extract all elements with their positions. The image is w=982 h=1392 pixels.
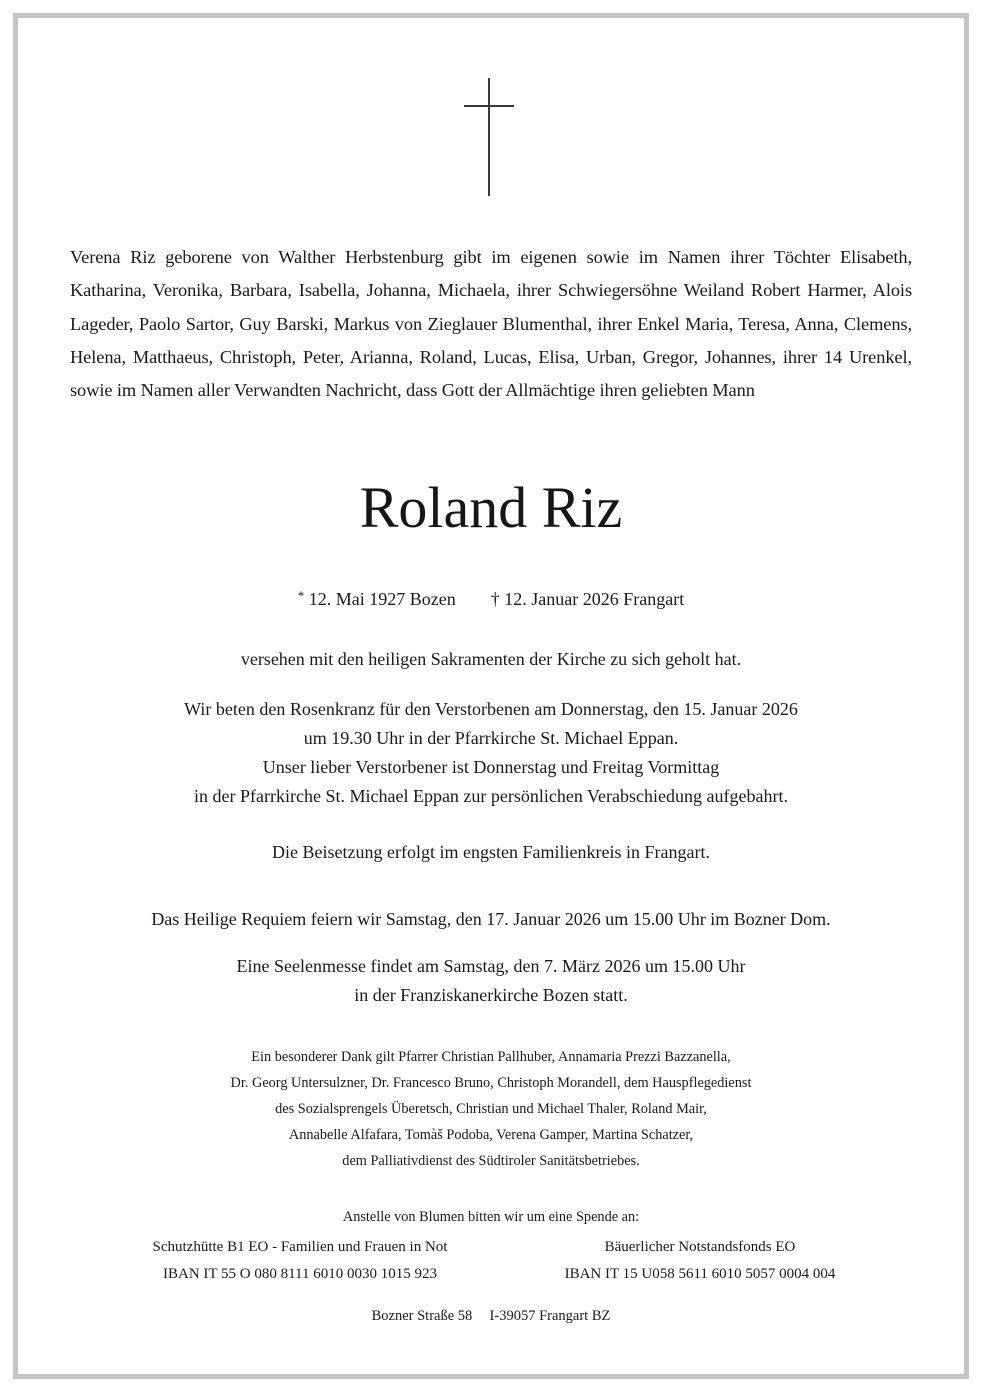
life-dates <box>0 582 982 613</box>
donation-right <box>500 1234 900 1288</box>
rosary-line: Unser lieber Verstorbener ist Donnerstag und Freitag Vormittag <box>262 757 720 777</box>
rosary-line: um 19.30 Uhr in der Pfarrkirche St. Michael Eppan. <box>303 728 679 748</box>
thanks-line: Dr. Georg Untersulzner, Dr. Francesco Bruno, Christoph Morandell, dem Hauspflegedienst <box>230 1075 752 1091</box>
death-cross-icon: † <box>490 589 500 609</box>
address-city: I-39057 Frangart BZ <box>489 1308 611 1324</box>
sacraments-line <box>0 645 982 674</box>
death-date: 12. Januar 2026 Frangart <box>504 589 685 609</box>
thanks-line: dem Palliativdienst des Südtiroler Sanitätsbetriebes. <box>342 1153 640 1169</box>
rosary-line: in der Pfarrkirche St. Michael Eppan zur persönlichen Verabschiedung aufgebahrt. <box>194 786 788 806</box>
burial-text: Die Beisetzung erfolgt im engsten Familienkreis in Frangart. <box>272 842 710 862</box>
thanks-line: des Sozialsprengels Überetsch, Christian und Michael Thaler, Roland Mair, <box>275 1101 707 1117</box>
memorial-line: in der Franziskanerkirche Bozen statt. <box>354 985 628 1005</box>
thanks-line: Ein besonderer Dank gilt Pfarrer Christian Pallhuber, Annamaria Prezzi Bazzanella, <box>251 1049 731 1065</box>
cross-horizontal-bar <box>464 105 514 107</box>
burial-line <box>0 838 982 867</box>
donation-iban: IBAN IT 55 O 080 8111 6010 0030 1015 923 <box>162 1266 438 1282</box>
rosary-block <box>0 695 982 811</box>
requiem-text: Das Heilige Requiem feiern wir Samstag, den 17. Januar 2026 um 15.00 Uhr im Bozner Dom. <box>151 909 831 929</box>
donation-left <box>110 1234 490 1288</box>
deceased-name: Roland Riz <box>359 475 623 540</box>
address-street: Bozner Straße 58 <box>371 1308 473 1324</box>
thanks-block <box>0 1044 982 1174</box>
donation-intro <box>0 1204 982 1230</box>
birth-date: 12. Mai 1927 Bozen <box>308 589 456 609</box>
cross-vertical-bar <box>488 78 490 196</box>
cross-icon <box>462 78 516 196</box>
donation-name: Bäuerlicher Notstandsfonds EO <box>604 1239 796 1255</box>
memorial-line: Eine Seelenmesse findet am Samstag, den 7. März 2026 um 15.00 Uhr <box>236 956 746 976</box>
rosary-line: Wir beten den Rosenkranz für den Verstorbenen am Donnerstag, den 15. Januar 2026 <box>184 699 798 719</box>
donation-intro-text: Anstelle von Blumen bitten wir um eine Spende an: <box>342 1209 640 1225</box>
donation-name: Schutzhütte B1 EO - Familien und Frauen in Not <box>152 1239 448 1255</box>
intro-paragraph <box>70 241 912 407</box>
donation-iban: IBAN IT 15 U058 5611 6010 5057 0004 004 <box>564 1266 836 1282</box>
requiem-line <box>0 905 982 934</box>
memorial-block <box>0 952 982 1010</box>
intro-text: Verena Riz geborene von Walther Herbstenburg gibt im eigenen sowie im Namen ihrer Töchter Elisabeth, Katharina, Veronika, Barbara, Isabella, Johanna, Michaela, ihrer Schwiegersöhne Weiland Robert Harmer, Alois Lageder, Paolo Sartor, Guy Barski, Markus von Zieglauer Blumenthal, ihrer Enkel Maria, Teresa, Anna, Clemens, Helena, Matthaeus, Christoph, Peter, Arianna, Roland, Lucas, Elisa, Urban, Gregor, Johannes, ihrer 14 Urenkel, sowie im Namen aller Verwandten Nachricht, dass Gott der Allmächtige ihren geliebten Mann <box>70 247 912 401</box>
thanks-line: Annabelle Alfafara, Tomàš Podoba, Verena Gamper, Martina Schatzer, <box>288 1127 694 1143</box>
sacraments-text: versehen mit den heiligen Sakramenten der Kirche zu sich geholt hat. <box>240 649 742 669</box>
address-line <box>0 1304 982 1328</box>
birth-star-icon: * <box>297 588 305 603</box>
